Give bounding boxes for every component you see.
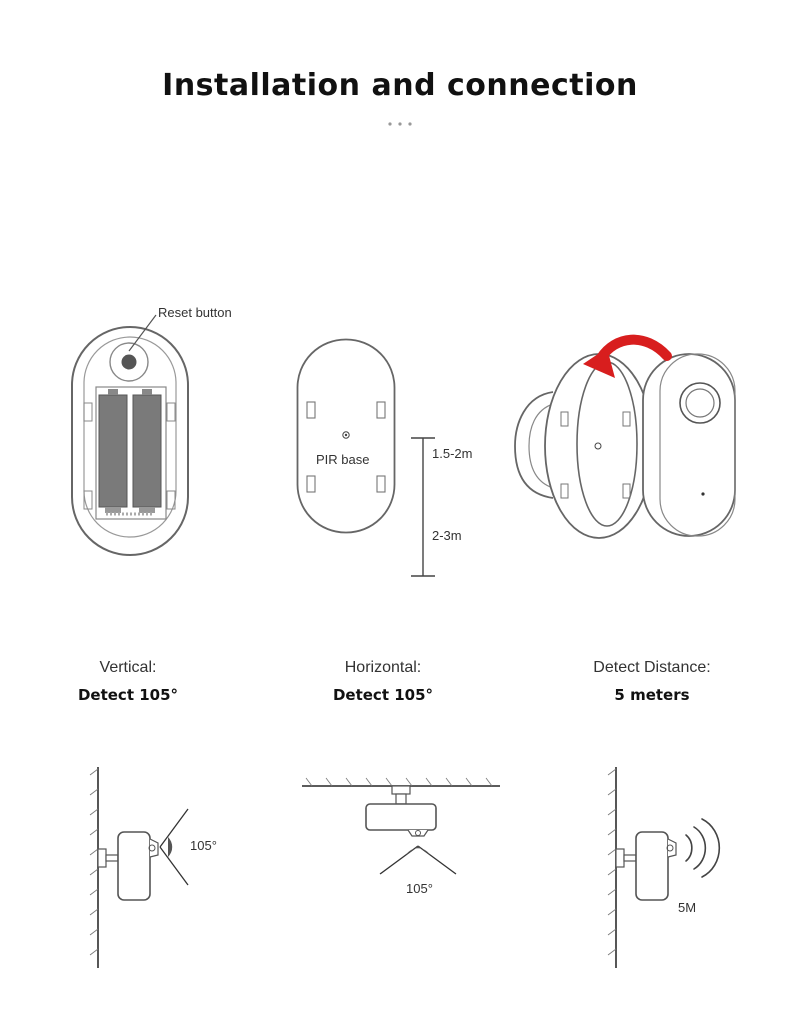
assembly-illustration <box>515 334 740 544</box>
height-upper-label: 1.5-2m <box>432 446 473 461</box>
device-back-illustration <box>70 325 190 557</box>
page-title: Installation and connection <box>162 68 638 103</box>
distance-detection-diagram <box>608 765 728 970</box>
vertical-detection-diagram <box>90 765 210 970</box>
height-lower-label: 2-3m <box>432 528 462 543</box>
distance-label: 5M <box>678 900 697 915</box>
reset-button-label: Reset button <box>158 305 232 320</box>
horizontal-angle-label: 105° <box>406 881 433 896</box>
signal-waves-icon <box>686 819 719 877</box>
pir-base-illustration <box>296 338 396 534</box>
vertical-angle-label: 105° <box>190 838 217 853</box>
divider-dots <box>386 121 416 127</box>
spec-horizontal-value: Detect 105° <box>332 686 434 704</box>
battery-left-icon <box>99 389 127 513</box>
spec-vertical-caption: Vertical: <box>99 659 157 676</box>
pir-base-label: PIR base <box>316 452 370 467</box>
spec-horizontal-caption: Horizontal: <box>344 659 422 676</box>
spec-distance-caption: Detect Distance: <box>593 659 711 676</box>
battery-right-icon <box>133 389 161 513</box>
horizontal-detection-diagram <box>300 778 502 880</box>
spec-vertical-value: Detect 105° <box>77 686 179 704</box>
spec-distance-value: 5 meters <box>614 686 690 704</box>
